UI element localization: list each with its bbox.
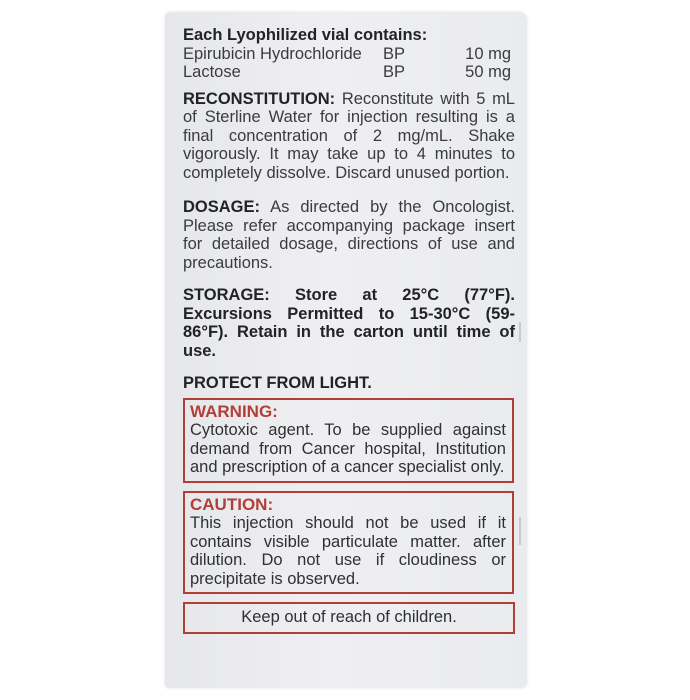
label-content bbox=[183, 26, 515, 634]
caution-box bbox=[183, 491, 514, 595]
edge-mark bbox=[519, 517, 521, 545]
children-warning-text: Keep out of reach of children. bbox=[241, 608, 457, 626]
dosage-text: As directed by the Oncologist. Please refer accompanying package insert for detailed dosage, directions of use and precautions. bbox=[183, 198, 515, 272]
ingredient-amount: 10 mg bbox=[465, 44, 511, 63]
reconstitution-label: RECONSTITUTION: bbox=[183, 89, 336, 108]
ingredient-name: Lactose bbox=[183, 63, 241, 81]
medicine-label bbox=[165, 12, 527, 688]
dosage-section bbox=[183, 198, 515, 272]
ingredient-amount: 50 mg bbox=[465, 63, 511, 81]
warning-box bbox=[183, 398, 514, 483]
composition-row bbox=[183, 63, 515, 82]
composition-heading: Each Lyophilized vial contains: bbox=[183, 26, 428, 44]
reconstitution-section bbox=[183, 90, 515, 183]
dosage-label: DOSAGE: bbox=[183, 198, 261, 216]
edge-mark bbox=[519, 322, 521, 342]
ingredient-name: Epirubicin Hydrochloride bbox=[183, 44, 362, 63]
caution-text: This injection should not be used if it contains visible particulate matter. after dilution. Do not use if cloudiness or precipitate is observed. bbox=[190, 514, 506, 588]
ingredient-standard: BP bbox=[383, 44, 406, 63]
reconstitution-text: Reconstitute with 5 mL of Sterline Water for injection resulting is a final concentration of 2 mg/mL. Shake vigorously. It may take up to 4 minutes to completely dissolve. Discard unused portion. bbox=[183, 89, 515, 182]
storage-section: STORAGE: Store at 25°C (77°F). Excursions Permitted to 15-30°C (59-86°F). Retain in the carton until time of use. bbox=[183, 286, 515, 360]
composition-row bbox=[183, 45, 515, 64]
warning-text: Cytotoxic agent. To be supplied against demand from Cancer hospital, Institution and prescription of a cancer specialist only. bbox=[190, 421, 506, 476]
caution-title: CAUTION: bbox=[190, 494, 274, 514]
protect-from-light: PROTECT FROM LIGHT. bbox=[183, 374, 372, 392]
warning-title: WARNING: bbox=[190, 401, 278, 421]
ingredient-standard: BP bbox=[383, 63, 406, 81]
children-warning-box bbox=[183, 602, 515, 634]
